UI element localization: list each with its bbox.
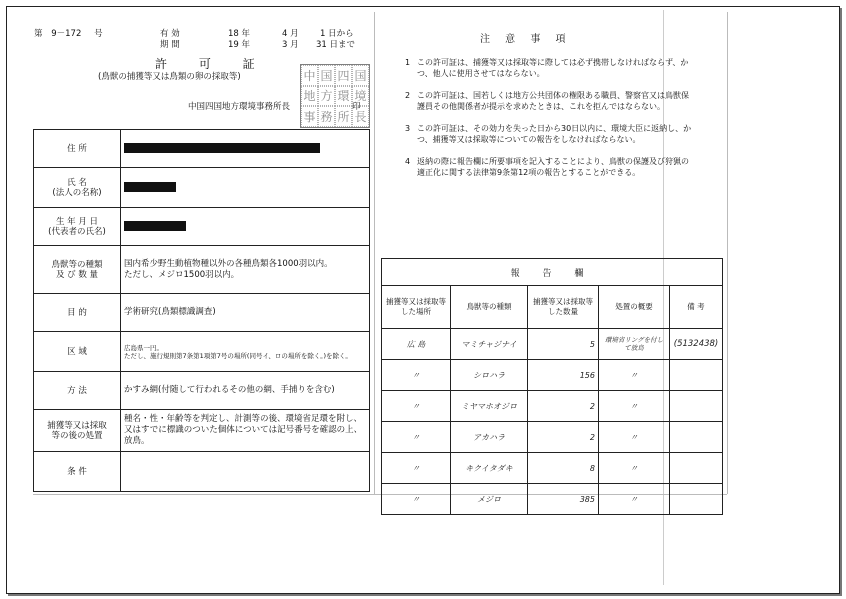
- report-place: 〃: [382, 360, 451, 391]
- redaction-bar: [124, 143, 320, 153]
- seal-char: 事: [301, 106, 318, 127]
- seal-char: 所: [335, 106, 352, 127]
- notes-list: [405, 57, 695, 189]
- note-item: [405, 90, 695, 112]
- row-name: [34, 168, 370, 208]
- header-remarks: 備 考: [670, 286, 723, 329]
- name-value: [121, 168, 370, 208]
- report-row: [382, 360, 723, 391]
- report-row: [382, 453, 723, 484]
- report-count: 2: [528, 391, 599, 422]
- permit-no-value: 9－172: [51, 29, 82, 39]
- report-count: 2: [528, 422, 599, 453]
- note-text: この許可証は、捕獲等又は採取等に際しては必ず携帯しなければならず、かつ、他人に使用させてはならない。: [417, 58, 689, 78]
- permit-details-table: [33, 129, 370, 492]
- valid-from-year: 18 年: [228, 29, 251, 39]
- method-value: かすみ網(付随して行われるその他の網、手捕りを含む): [121, 372, 370, 410]
- seal-char: 四: [335, 65, 352, 86]
- report-table: [381, 258, 723, 515]
- valid-from-day: 1 日から: [320, 29, 354, 39]
- seal-mark: 印: [352, 102, 361, 112]
- report-count: 8: [528, 453, 599, 484]
- report-place: 〃: [382, 484, 451, 515]
- address-value: [121, 130, 370, 168]
- center-fold-line: [374, 12, 375, 494]
- species-value: 国内希少野生動植物種以外の各種鳥類各1000羽以内。 ただし、メジロ1500羽以内。: [121, 246, 370, 294]
- issuer-name: 中国四国地方環境事務所長: [188, 102, 291, 112]
- report-species: キクイタダキ: [451, 453, 528, 484]
- row-method: [34, 372, 370, 410]
- seal-char: 地: [301, 86, 318, 107]
- report-species: シロハラ: [451, 360, 528, 391]
- note-number: 4: [405, 157, 411, 166]
- report-action: 〃: [599, 422, 670, 453]
- seal-char: 環: [335, 86, 352, 107]
- report-caption-row: [382, 259, 723, 286]
- seal-char: 務: [318, 106, 335, 127]
- report-remark: (5132438): [670, 329, 723, 360]
- report-remark: [670, 453, 723, 484]
- report-remark: [670, 484, 723, 515]
- report-row: [382, 484, 723, 515]
- seal-char: 国: [352, 65, 369, 86]
- note-item: [405, 156, 695, 178]
- report-place: 広 島: [382, 329, 451, 360]
- report-remark: [670, 422, 723, 453]
- report-species: マミチャジナイ: [451, 329, 528, 360]
- report-row: [382, 329, 723, 360]
- row-disposition: [34, 410, 370, 452]
- permit-no-label: 第: [34, 29, 43, 39]
- conditions-value: [121, 452, 370, 492]
- report-count: 5: [528, 329, 599, 360]
- official-seal-stamp: [300, 64, 370, 128]
- valid-to-month: 3 月: [282, 40, 299, 50]
- seal-char: 中: [301, 65, 318, 86]
- report-species: メジロ: [451, 484, 528, 515]
- conditions-label: 条 件: [34, 452, 121, 492]
- header-species: 鳥獣等の種類: [451, 286, 528, 329]
- valid-from-month: 4 月: [282, 29, 299, 39]
- birthdate-label: 生 年 月 日 (代表者の氏名): [34, 208, 121, 246]
- report-row: [382, 422, 723, 453]
- report-species: ミヤマホオジロ: [451, 391, 528, 422]
- right-page-edge: [727, 12, 728, 494]
- note-number: 3: [405, 124, 411, 133]
- species-label: 鳥獣等の種類 及 び 数 量: [34, 246, 121, 294]
- permit-no-suffix: 号: [94, 29, 103, 39]
- report-action: 〃: [599, 360, 670, 391]
- document-subtitle: (鳥獣の捕獲等又は鳥類の卵の採取等): [98, 72, 241, 82]
- seal-char: 長: [352, 106, 369, 127]
- disposition-value: 種名・性・年齢等を判定し、計測等の後、環境省足環を附し、又はすでに標識のついた個体については記号番号を確認の上、放鳥。: [121, 410, 370, 452]
- row-area: [34, 332, 370, 372]
- seal-char: 境: [352, 86, 369, 107]
- row-conditions: [34, 452, 370, 492]
- birthdate-value: [121, 208, 370, 246]
- purpose-value: 学術研究(鳥類標識調査): [121, 294, 370, 332]
- note-text: この許可証は、その効力を失った日から30日以内に、環境大臣に返納し、かつ、捕獲等又は採取等についての報告をしなければならない。: [417, 124, 692, 144]
- report-caption: 報 告 欄: [382, 259, 723, 286]
- notes-title: 注 意 事 項: [480, 34, 572, 45]
- row-address: [34, 130, 370, 168]
- valid-to-year: 19 年: [228, 40, 251, 50]
- header-count: 捕獲等又は採取等した数量: [528, 286, 599, 329]
- note-item: [405, 123, 695, 145]
- report-count: 156: [528, 360, 599, 391]
- period-label: 期 間: [160, 40, 180, 50]
- purpose-label: 目 的: [34, 294, 121, 332]
- address-label: 住 所: [34, 130, 121, 168]
- disposition-label: 捕獲等又は採取 等の後の処置: [34, 410, 121, 452]
- note-text: この許可証は、国若しくは地方公共団体の権限ある職員、警察官又は鳥獣保護員その他関係者が提示を求めたときは、これを拒んではならない。: [417, 91, 689, 111]
- report-place: 〃: [382, 422, 451, 453]
- area-value: 広島県一円。 ただし、施行規則第7条第1項第7号の場所(同号イ、ロの場所を除く。)を除く。: [121, 332, 370, 372]
- note-text: 返納の際に報告欄に所要事項を記入することにより、鳥獣の保護及び狩猟の適正化に関する法律第9条第12項の報告とすることができる。: [417, 157, 689, 177]
- report-action: 〃: [599, 484, 670, 515]
- header-action: 処置の概要: [599, 286, 670, 329]
- method-label: 方 法: [34, 372, 121, 410]
- name-label: 氏 名 (法人の名称): [34, 168, 121, 208]
- area-label: 区 域: [34, 332, 121, 372]
- row-purpose: [34, 294, 370, 332]
- report-count: 385: [528, 484, 599, 515]
- seal-char: 国: [318, 65, 335, 86]
- report-action: 〃: [599, 391, 670, 422]
- report-action: 〃: [599, 453, 670, 484]
- report-place: 〃: [382, 453, 451, 484]
- redaction-bar: [124, 182, 176, 192]
- report-species: アカハラ: [451, 422, 528, 453]
- row-birthdate: [34, 208, 370, 246]
- note-number: 1: [405, 58, 411, 67]
- row-species: [34, 246, 370, 294]
- report-remark: [670, 391, 723, 422]
- report-action: 環境省リングを付して放鳥: [599, 329, 670, 360]
- seal-char: 方: [318, 86, 335, 107]
- note-item: [405, 57, 695, 79]
- valid-to-day: 31 日まで: [316, 40, 356, 50]
- report-header-row: [382, 286, 723, 329]
- permit-number: [34, 27, 103, 39]
- report-place: 〃: [382, 391, 451, 422]
- report-remark: [670, 360, 723, 391]
- note-number: 2: [405, 91, 411, 100]
- redaction-bar: [124, 221, 186, 231]
- document-title: 許 可 証: [155, 57, 269, 71]
- report-row: [382, 391, 723, 422]
- valid-label: 有 効: [160, 29, 180, 39]
- header-place: 捕獲等又は採取等した場所: [382, 286, 451, 329]
